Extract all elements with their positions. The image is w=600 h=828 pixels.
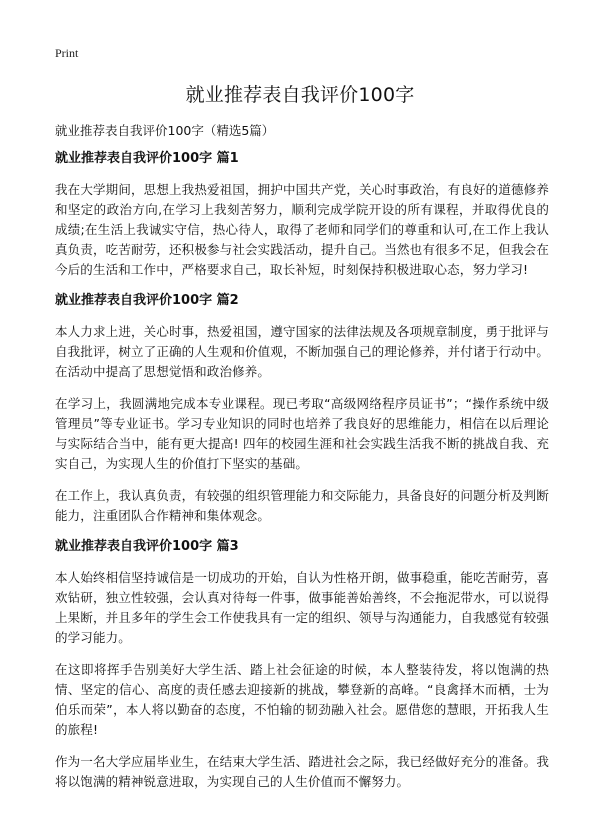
paragraph: 本人始终相信坚持诚信是一切成功的开始，自认为性格开朗，做事稳重，能吃苦耐劳，喜欢钻研，独立性较强，会认真对待每一件事，做事能善始善终，不会拖泥带水，可以说得上果断，并且多年的学生会工作使我具有一定的组织、领导与沟通能力，自我感觉有较强的学习能力。 <box>55 570 549 645</box>
document-body <box>55 150 549 804</box>
print-link[interactable]: Print <box>55 46 79 60</box>
page-title: 就业推荐表自我评价100字 <box>185 84 415 106</box>
section-2 <box>55 292 549 526</box>
paragraph: 在工作上，我认真负责，有较强的组织管理能力和交际能力，具备良好的问题分析及判断能力，注重团队合作精神和集体观念。 <box>55 488 549 523</box>
paragraph: 作为一名大学应届毕业生，在结束大学生活、踏进社会之际，我已经做好充分的准备。我将以饱满的精神锐意进取，为实现自己的人生价值而不懈努力。 <box>55 754 549 789</box>
paragraph: 本人力求上进，关心时事，热爱祖国，遵守国家的法律法规及各项规章制度，勇于批评与自我批评，树立了正确的人生观和价值观，不断加强自己的理论修养，并付诸于行动中。在活动中提高了思想觉悟和政治修养。 <box>55 324 549 379</box>
section-heading: 就业推荐表自我评价100字 篇3 <box>55 539 239 554</box>
document-subtitle: 就业推荐表自我评价100字（精选5篇） <box>55 123 275 138</box>
paragraph: 我在大学期间，思想上我热爱祖国，拥护中国共产党，关心时事政治，有良好的道德修养和坚定的政治方向,在学习上我刻苦努力，顺利完成学院开设的所有课程，并取得优良的成绩;在生活上我诚实守信，热心待人，取得了老师和同学们的尊重和认可,在工作上我认真负责，吃苦耐劳，还积极参与社会实践活动，提升自己。当然也有很多不足，但我会在今后的生活和工作中，严格要求自己，取长补短，时刻保持积极进取心态，努力学习! <box>55 182 549 277</box>
paragraph: 在学习上，我圆满地完成本专业课程。现已考取“高级网络程序员证书”；“操作系统中级管理员”等专业证书。学习专业知识的同时也培养了我良好的思维能力，相信在以后理论与实际结合当中，能有更大提高! 四年的校园生涯和社会实践生活我不断的挑战自我、充实自己，为实现人生的价值打下坚实的基础。 <box>55 396 549 471</box>
paragraph: 在这即将挥手告别美好大学生活、踏上社会征途的时候，本人整装待发，将以饱满的热情、坚定的信心、高度的责任感去迎接新的挑战，攀登新的高峰。“良禽择木而栖，士为伯乐而荣”，本人将以勤奋的态度，不怕输的韧劲融入社会。愿借您的慧眼，开拓我人生的旅程! <box>55 662 549 737</box>
section-1 <box>55 150 549 280</box>
section-3 <box>55 538 549 792</box>
section-heading: 就业推荐表自我评价100字 篇1 <box>55 151 239 166</box>
section-heading: 就业推荐表自我评价100字 篇2 <box>55 293 239 308</box>
